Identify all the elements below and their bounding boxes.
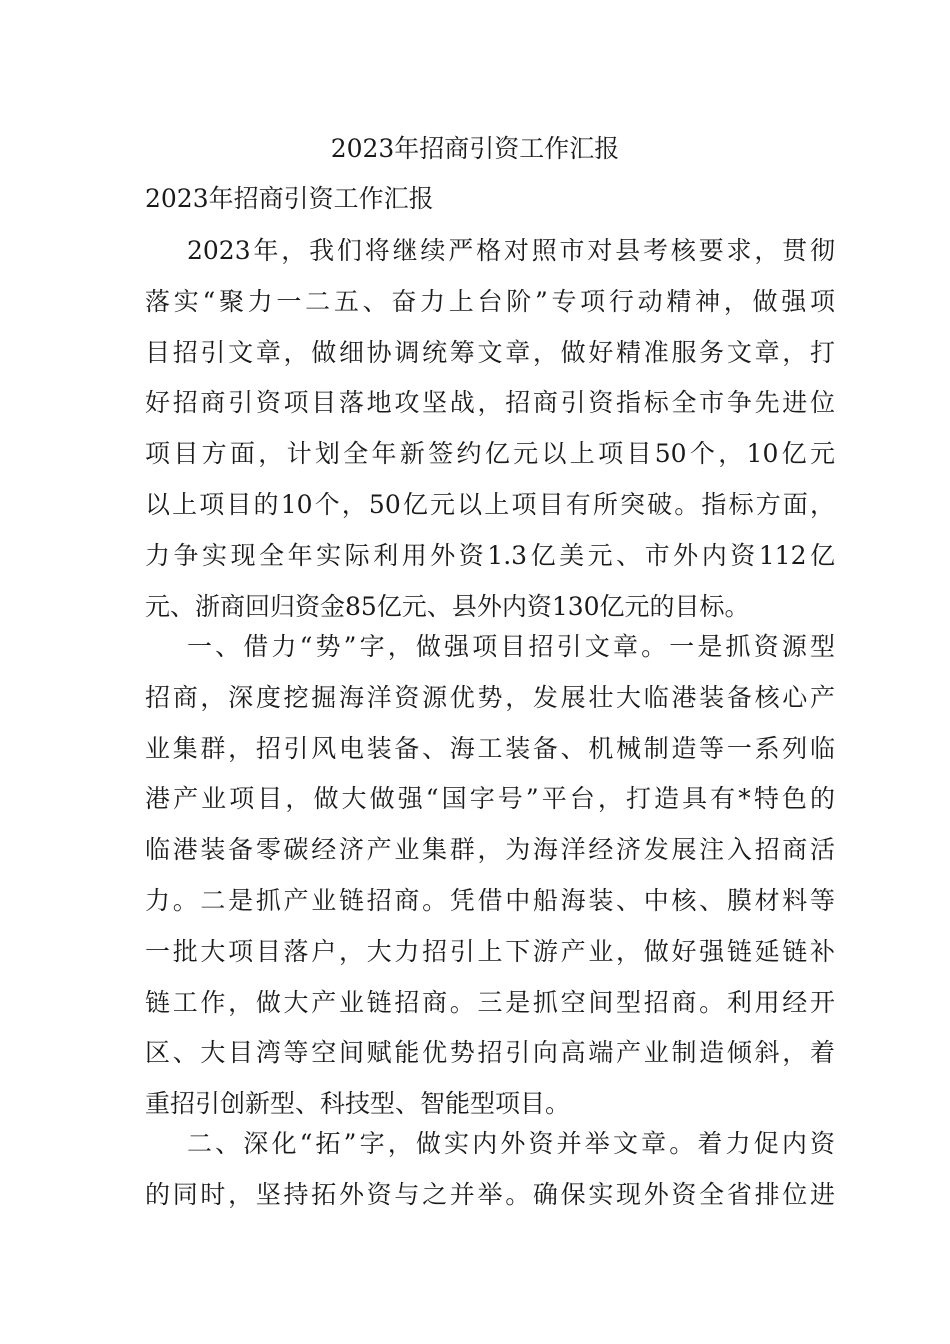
text-line: 力争实现全年实际利用外资1.3亿美元、市外内资112亿 [145,540,835,570]
text-line: 一批大项目落户，大力招引上下游产业，做好强链延链补 [145,936,835,966]
text-line: 一、借力“势”字，做强项目招引文章。一是抓资源型 [187,632,835,661]
text-line: 临港装备零碳经济产业集群，为海洋经济发展注入招商活 [145,835,835,865]
text-line: 2023年，我们将继续严格对照市对县考核要求，贯彻 [187,236,835,265]
text-line: 力。二是抓产业链招商。凭借中船海装、中核、膜材料等 [145,885,835,915]
text-line: 好招商引资项目落地攻坚战，招商引资指标全市争先进位 [145,388,835,418]
text-line: 重招引创新型、科技型、智能型项目。 [145,1089,571,1119]
document-title: 2023年招商引资工作汇报 [330,134,620,163]
text-line: 元、浙商回归资金85亿元、县外内资130亿元的目标。 [145,591,750,621]
text-line: 二、深化“拓”字，做实内外资并举文章。着力促内资 [187,1129,835,1158]
paragraph-intro [145,226,835,632]
text-line: 项目方面，计划全年新签约亿元以上项目50个，10亿元 [145,439,835,469]
text-line: 港产业项目，做大做强“国字号”平台，打造具有*特色的 [145,784,835,814]
text-line: 区、大目湾等空间赋能优势招引向高端产业制造倾斜，着 [145,1038,835,1068]
text-line: 链工作，做大产业链招商。三是抓空间型招商。利用经开 [145,987,835,1017]
text-line: 的同时，坚持拓外资与之并举。确保实现外资全省排位进 [145,1179,835,1209]
text-line: 目招引文章，做细协调统筹文章，做好精准服务文章，打 [145,337,835,367]
text-line: 业集群，招引风电装备、海工装备、机械制造等一系列临 [145,733,835,763]
paragraph-section-one [145,622,835,1130]
paragraph-section-two [145,1119,835,1221]
text-line: 招商，深度挖掘海洋资源优势，发展壮大临港装备核心产 [145,682,835,712]
text-line: 以上项目的10个，50亿元以上项目有所突破。指标方面， [145,489,835,519]
document-subtitle: 2023年招商引资工作汇报 [145,184,434,213]
text-line: 落实“聚力一二五、奋力上台阶”专项行动精神，做强项 [145,286,835,316]
